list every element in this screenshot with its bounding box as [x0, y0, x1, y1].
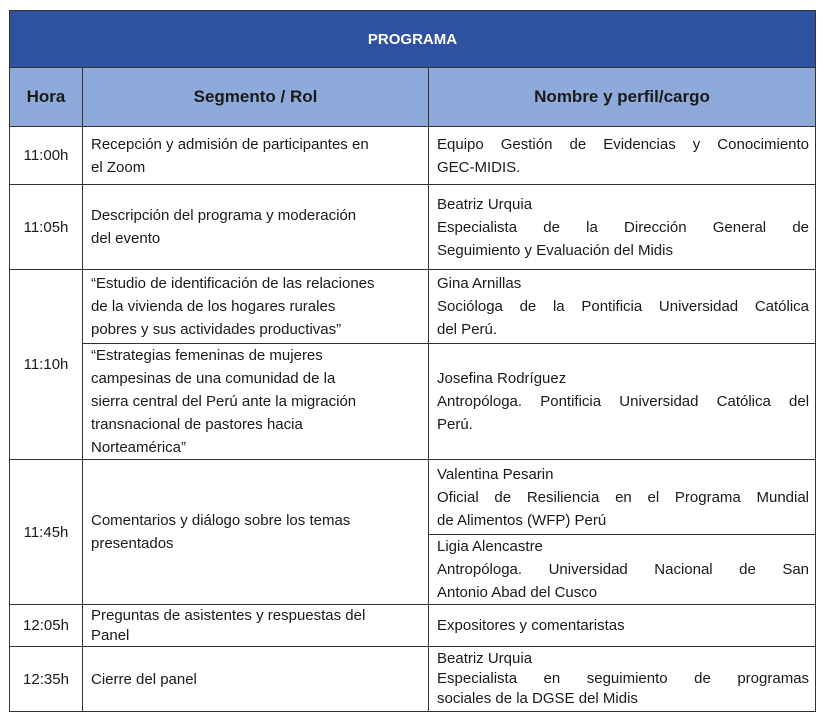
segment-line: Cierre del panel — [91, 670, 197, 688]
title-row — [10, 11, 816, 68]
profile-line: Expositores y comentaristas — [437, 617, 625, 634]
profile-line: Equipo Gestión de Evidencias y Conocimiento — [437, 135, 810, 153]
segment-cell — [83, 185, 429, 270]
table-row — [10, 127, 816, 185]
table-row — [10, 460, 816, 535]
segment-cell — [83, 460, 429, 605]
program-table — [9, 10, 816, 712]
header-row — [10, 68, 816, 127]
profile-line: Antropóloga. Pontificia Universidad Católica del — [437, 393, 810, 410]
profile-line: Seguimiento y Evaluación del Midis — [437, 241, 673, 259]
profile-line: Especialista de la Dirección General de — [437, 218, 810, 236]
segment-line: pobres y sus actividades productivas” — [91, 321, 342, 338]
table-row — [10, 605, 816, 647]
table-row — [10, 270, 816, 344]
profile-cell — [429, 185, 816, 270]
segment-line: Comentarios y diálogo sobre los temas — [91, 512, 351, 529]
segment-line: sierra central del Perú ante la migración — [91, 393, 357, 410]
program-table-container — [9, 10, 816, 712]
profile-line: sociales de la DGSE del Midis — [437, 690, 638, 707]
profile-cell — [429, 647, 816, 712]
profile-name: Gina Arnillas — [437, 275, 522, 292]
time-cell: 11:45h — [10, 460, 83, 605]
time-cell: 11:10h — [10, 270, 83, 460]
header-segmento: Segmento / Rol — [83, 68, 429, 127]
header-hora: Hora — [10, 68, 83, 127]
profile-line: Antropóloga. Universidad Nacional de San — [437, 561, 810, 578]
segment-line: Preguntas de asistentes y respuestas del — [91, 606, 366, 624]
segment-line: Descripción del programa y moderación — [91, 207, 357, 224]
segment-line: Recepción y admisión de participantes en — [91, 135, 369, 153]
profile-name: Valentina Pesarin — [437, 465, 554, 483]
segment-line: presentados — [91, 535, 174, 552]
table-row — [10, 185, 816, 270]
time-cell: 11:05h — [10, 185, 83, 270]
segment-line: “Estudio de identificación de las relaciones — [91, 275, 375, 292]
profile-cell — [429, 535, 816, 605]
profile-cell — [429, 344, 816, 460]
profile-name: Beatriz Urquia — [437, 650, 533, 667]
profile-name: Ligia Alencastre — [437, 538, 543, 555]
time-cell: 12:05h — [10, 605, 83, 647]
segment-line: de la vivienda de los hogares rurales — [91, 298, 336, 315]
segment-line: del evento — [91, 230, 161, 247]
segment-line: el Zoom — [91, 158, 146, 176]
profile-name: Josefina Rodríguez — [437, 370, 567, 387]
profile-line: Especialista en seguimiento de programas — [437, 670, 810, 687]
segment-line: Norteamérica” — [91, 439, 187, 456]
table-row — [10, 647, 816, 712]
profile-line: GEC-MIDIS. — [437, 158, 521, 176]
profile-line: del Perú. — [437, 321, 498, 338]
time-cell: 11:00h — [10, 127, 83, 185]
profile-line: de Alimentos (WFP) Perú — [437, 511, 607, 529]
segment-cell — [83, 605, 429, 647]
profile-cell — [429, 605, 816, 647]
profile-cell — [429, 127, 816, 185]
profile-cell — [429, 460, 816, 535]
profile-line: Antonio Abad del Cusco — [437, 584, 598, 601]
profile-line: Perú. — [437, 416, 473, 433]
segment-cell — [83, 270, 429, 344]
header-nombre: Nombre y perfil/cargo — [429, 68, 816, 127]
segment-line: campesinas de una comunidad de la — [91, 370, 336, 387]
table-title: PROGRAMA — [10, 11, 816, 68]
table-row — [10, 344, 816, 460]
time-cell: 12:35h — [10, 647, 83, 712]
segment-line: “Estrategias femeninas de mujeres — [91, 347, 323, 364]
segment-cell — [83, 127, 429, 185]
profile-name: Beatriz Urquia — [437, 195, 533, 213]
profile-cell — [429, 270, 816, 344]
segment-line: Panel — [91, 626, 130, 644]
segment-cell — [83, 344, 429, 460]
segment-line: transnacional de pastores hacia — [91, 416, 303, 433]
segment-cell — [83, 647, 429, 712]
profile-line: Socióloga de la Pontificia Universidad Católica — [437, 298, 810, 315]
profile-line: Oficial de Resiliencia en el Programa Mundial — [437, 488, 810, 506]
